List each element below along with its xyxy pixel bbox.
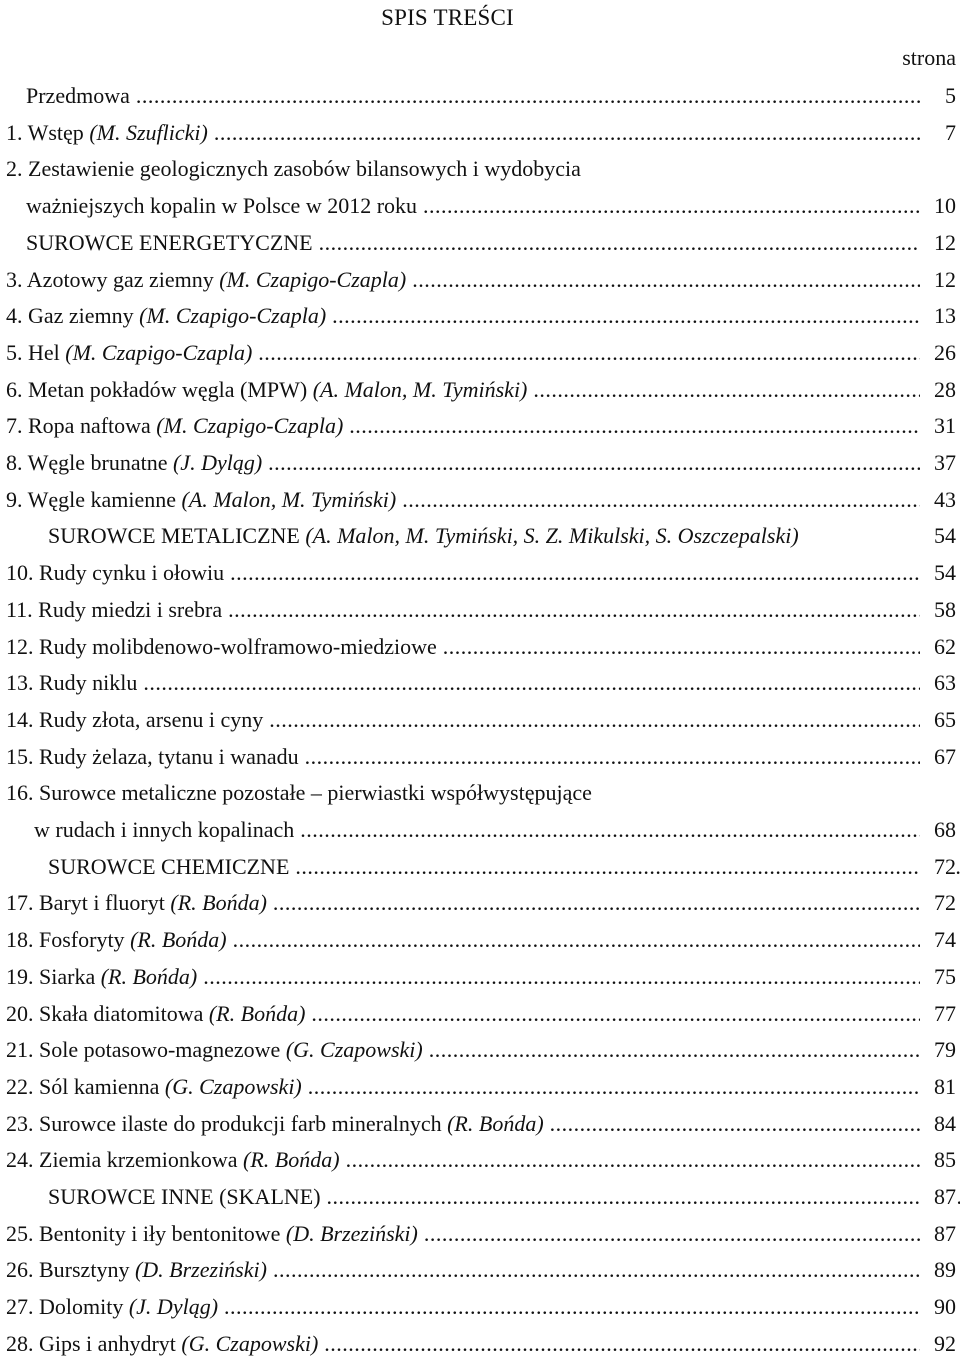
toc-entry-page-number: 63 [920,665,956,702]
toc-entry-page-number: 84 [920,1106,956,1143]
toc-entry[interactable] [0,1289,960,1326]
toc-entry-page-number: 65 [920,702,956,739]
toc-entry-text: 6. Metan pokładów węgla (MPW) [6,376,313,402]
toc-entry-author: (R. Bońda) [100,963,198,989]
toc-entry-page-number: 12 [920,262,956,299]
toc-entry[interactable] [0,1179,960,1216]
toc-entry-title [0,298,928,335]
page-title: SPIS TREŚCI [381,5,514,30]
toc-entry-title [0,372,928,409]
toc-entry-text: 2. Zestawienie geologicznych zasobów bilansowych i wydobycia [6,156,581,182]
toc-entry-title [0,812,956,849]
toc-entry-title [0,445,928,482]
toc-entry[interactable] [0,482,960,519]
toc-entry-author: (R. Bońda) [447,1110,544,1136]
toc-entry[interactable] [0,555,960,592]
toc-entry[interactable] [0,1142,960,1179]
toc-entry-author: (D. Brzeziński) [285,1220,418,1246]
toc-entry-text: 24. Ziemia krzemionkowa [6,1147,244,1173]
toc-entry-text: 7. Ropa naftowa [6,413,157,439]
toc-entry-author: (R. Bońda) [170,890,267,916]
toc-entry-page-number: 12 [920,225,956,262]
toc-entry[interactable] [0,1069,960,1106]
toc-entry-author: (M. Czapigo-Czapla) [139,303,327,329]
toc-entry-title [0,885,928,922]
toc-entry[interactable] [0,225,960,262]
toc-entry-author: (A. Malon, M. Tymiński) [181,486,397,512]
toc-entry-page-number: 81 [920,1069,956,1106]
toc-entry-title [0,518,960,555]
toc-entry-author: (R. Bońda) [130,927,227,953]
toc-entry[interactable] [0,1326,960,1363]
toc-entry-author: (D. Brzeziński) [134,1257,267,1283]
toc-entry-text: 12. Rudy molibdenowo-wolframowo-miedziowe [6,633,437,659]
toc-entry-title [0,1179,960,1216]
toc-entry-text: 21. Sole potasowo-magnezowe [6,1037,286,1063]
toc-entry-title [0,262,928,299]
toc-entry[interactable] [0,1216,960,1253]
toc-entry-title [0,739,928,776]
toc-entry[interactable] [0,922,960,959]
toc-entry-page-number: 87 [920,1216,956,1253]
toc-entry-title [0,702,928,739]
toc-entry[interactable] [0,298,960,335]
toc-entry-title [0,629,928,666]
toc-entry-page-number: 28 [920,372,956,409]
toc-entry-text: 4. Gaz ziemny [6,303,140,329]
toc-entry-title [0,408,928,445]
toc-entry-author: (M. Czapigo-Czapla) [156,413,344,439]
toc-entry-page-number: 5 [920,78,956,115]
toc-entry-title [0,592,928,629]
toc-entry-text: SUROWCE CHEMICZNE [48,853,290,879]
toc-entry[interactable] [0,885,960,922]
toc-entry-title [0,1289,928,1326]
toc-entry-page-number: 75 [920,959,956,996]
toc-entry-title [0,335,928,372]
toc-entry[interactable] [0,959,960,996]
toc-entry-text: 18. Fosforyty [6,927,131,953]
toc-entry-page-number: 31 [920,408,956,445]
toc-entry-title [0,959,928,996]
toc-entry-author: (R. Bońda) [208,1000,306,1026]
toc-entry[interactable] [0,262,960,299]
toc-entry-page-number: 10 [920,188,956,225]
toc-entry-title [0,151,928,188]
toc-entry-page-number: 13 [920,298,956,335]
toc-entry-text: 23. Surowce ilaste do produkcji farb mineralnych [6,1110,448,1136]
toc-entry-author: (M. Czapigo-Czapla) [65,339,253,365]
toc-entry-text: 16. Surowce metaliczne pozostałe – pierwiastki współwystępujące [6,780,592,806]
toc-entry-author: (G. Czapowski) [181,1330,319,1356]
toc-entry-page-number: 79 [920,1032,956,1069]
toc-entry-page-number: 54 [920,518,956,555]
toc-entry-title [0,922,928,959]
toc-entry[interactable] [0,702,960,739]
toc-entry-page-number: 92 [920,1326,956,1363]
toc-entry-page-number: 85 [920,1142,956,1179]
toc-entry[interactable] [0,996,960,1033]
toc-entry-page-number: 90 [920,1289,956,1326]
toc-entry-text: 17. Baryt i fluoryt [6,890,171,916]
toc-entry-page-number: 54 [920,555,956,592]
toc-entry[interactable] [0,445,960,482]
toc-entry[interactable] [0,335,960,372]
toc-entry-text: 19. Siarka [6,963,101,989]
toc-entry[interactable] [0,1106,960,1143]
toc-entry-text: SUROWCE INNE (SKALNE) [48,1184,321,1209]
toc-entry[interactable] [0,188,960,225]
toc-entry[interactable] [0,812,960,849]
toc-entry-author: (M. Szuflicki) [89,119,208,145]
toc-entry-title [0,665,928,702]
toc-entry[interactable] [0,739,960,776]
toc-entry-page-number: 26 [920,335,956,372]
toc-entry-text: 8. Węgle brunatne [6,450,173,475]
toc-entry-text: 1. Wstęp [6,119,90,145]
toc-entry-text: 5. Hel [6,339,66,365]
toc-entry-author: (A. Malon, M. Tymiński, S. Z. Mikulski, S. Oszczepalski) [305,523,799,549]
toc-entry-text: 26. Bursztyny [6,1257,135,1283]
toc-entry-author: (G. Czapowski) [285,1037,423,1063]
toc-entry[interactable] [0,151,960,188]
toc-entry[interactable] [0,372,960,409]
toc-entry[interactable] [0,849,960,886]
toc-entry-text: w rudach i innych kopalinach [34,817,295,842]
toc-entry-text: 3. Azotowy gaz ziemny [6,266,220,292]
toc-entry-title [0,1069,928,1106]
toc-entry-title [0,115,928,152]
toc-entry-text: 25. Bentonity i iły bentonitowe [6,1220,286,1246]
toc-entry-text: SUROWCE ENERGETYCZNE [26,229,313,255]
toc-entry-page-number: 37 [920,445,956,482]
toc-entry-page-number: 7 [920,115,956,152]
toc-entry-title [0,555,928,592]
toc-entry[interactable] [0,408,960,445]
toc-entry-text: SUROWCE METALICZNE [48,523,306,549]
toc-entry-page-number: 67 [920,739,956,776]
toc-entry-text: 14. Rudy złota, arsenu i cyny [6,706,264,732]
toc-entry-text: 15. Rudy żelaza, tytanu i wanadu [6,743,299,769]
page-column-label: strona [902,45,956,70]
toc-entry-text: Przedmowa [26,83,130,108]
toc-entry-author: (M. Czapigo-Czapla) [219,266,407,292]
toc-entry-author: (J. Dyląg) [128,1294,219,1320]
toc-entry-text: 27. Dolomity [6,1294,129,1320]
toc-entry[interactable] [0,592,960,629]
toc-entry-title [0,996,928,1033]
toc-entry[interactable] [0,1252,960,1289]
toc-entry-text: 13. Rudy niklu [6,670,138,696]
toc-entry[interactable] [0,518,960,555]
toc-entry[interactable] [0,629,960,666]
toc-entry[interactable] [0,78,960,115]
toc-entry-text: 9. Węgle kamienne [6,486,182,512]
toc-entry-page-number: 87 [920,1179,956,1216]
toc-entry-title [0,482,928,519]
toc-entry-page-number: 77 [920,996,956,1033]
toc-entry-page-number: 58 [920,592,956,629]
toc-entry-title [0,1216,928,1253]
toc-entry-page-number: 62 [920,629,956,666]
toc-entry-author: (A. Malon, M. Tymiński) [312,376,528,402]
toc-entry-title [0,1032,928,1069]
toc-entry-title [0,1326,928,1363]
toc-entry-page-number: 68 [920,812,956,849]
toc-entry-author: (J. Dyląg) [172,450,263,475]
toc-entry-text: ważniejszych kopalin w Polsce w 2012 roku [26,193,418,219]
toc-entry-text: 11. Rudy miedzi i srebra [6,596,223,622]
toc-entry-title [0,1252,928,1289]
toc-entry-title [0,849,960,886]
toc-entry-author: (G. Czapowski) [164,1073,302,1099]
toc-entry-author: (R. Bońda) [243,1147,340,1173]
toc-entry-text: 10. Rudy cynku i ołowiu [6,560,225,586]
toc-entry-page-number: 74 [920,922,956,959]
toc-entry[interactable] [0,1032,960,1069]
toc-entry-page-number: 89 [920,1252,956,1289]
toc-entry-title [0,78,948,115]
toc-entry[interactable] [0,115,960,152]
toc-entry-text: 28. Gips i anhydryt [6,1330,182,1356]
toc-entry-text: 20. Skała diatomitowa [6,1000,209,1026]
toc-entry-title [0,1106,928,1143]
toc-entry-page-number: 72 [920,849,956,886]
toc-entry-title [0,225,948,262]
toc-entry-title [0,775,928,812]
toc-entry[interactable] [0,775,960,812]
toc-entry-title [0,1142,928,1179]
toc-entry[interactable] [0,665,960,702]
toc-entry-title [0,188,948,225]
toc-entry-page-number: 43 [920,482,956,519]
toc-entry-page-number: 72 [920,885,956,922]
toc-entry-text: 22. Sól kamienna [6,1073,165,1099]
